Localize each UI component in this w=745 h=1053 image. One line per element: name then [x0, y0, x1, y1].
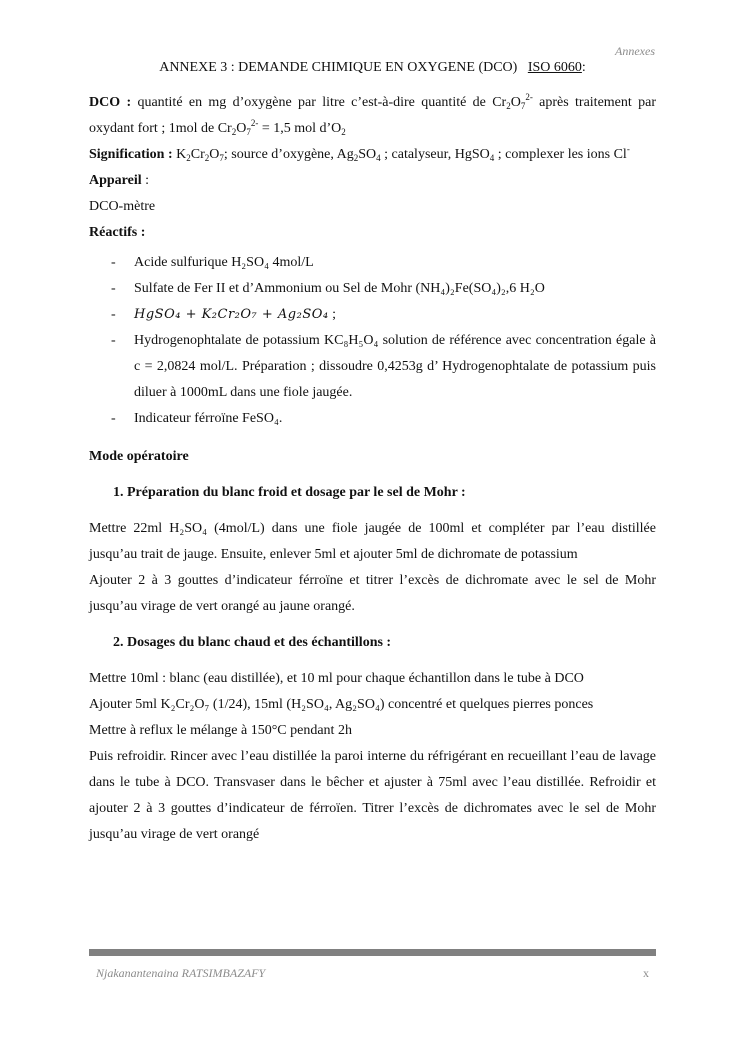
- dco-definition: DCO : quantité en mg d’oxygène par litre c’est-à-dire quantité de $Cr_2O_7^{2-}$ après traitement par oxydant fort ; 1mol de $Cr_2O_7^{2-} = 1,5$ mol $d’O_2$: [89, 92, 656, 137]
- appareil-heading: [89, 168, 656, 194]
- footer-divider: [89, 949, 656, 956]
- reactif-4: Hydrogenophtalate de potassium KC₈H₅O₄ solution de référence avec concentration égale à c = 2,0824 mol/L. Préparation ; dissoudre 0,4253g d’ Hydrogenophtalate de potassium puis diluer à 1000mL dans une fiole jaugée.: [134, 333, 656, 400]
- list-item: - Sulfate de Fer II et d’Ammonium ou Sel de Mohr (NH₄)₂Fe(SO₄)₂,6 H₂O: [111, 281, 545, 296]
- running-header: Annexes: [615, 44, 655, 58]
- appareil-value: DCO-mètre: [89, 199, 156, 214]
- dco-text-c: = 1,5 mol d’O: [258, 121, 342, 136]
- mode-label: Mode opératoire: [89, 449, 189, 464]
- list-item: - Indicateur férroïne FeSO₄.: [111, 411, 283, 426]
- signification-text-a: K: [172, 147, 187, 162]
- dco-text-b: après traitement par oxydant fort ; 1mol de Cr: [89, 95, 656, 136]
- title-main: ANNEXE 3 : DEMANDE CHIMIQUE EN OXYGENE (DCO): [159, 60, 518, 75]
- list-item: - Acide sulfurique H₂SO₄ 4mol/L: [111, 255, 314, 270]
- list-item: - Hydrogenophtalate de potassium KC₈H₅O₄ solution de référence avec concentration égale à c = 2,0824 mol/L. Préparation ; dissoudre 0,4253g d’ Hydrogenophtalate de potassium puis diluer à 1000mL dans une fiole jaugée.: [111, 333, 656, 400]
- reactif-3-suffix: ;: [328, 307, 336, 322]
- signification-text-b: ; source d’oxygène, Ag: [223, 147, 354, 162]
- reactifs-label: Réactifs :: [89, 225, 146, 240]
- step2-paragraph: Puis refroidir. Rincer avec l’eau distillée la paroi interne du réfrigérant en recueillant l’eau de lavage dans le tube à DCO. Transvaser dans le bêcher et ajuster à 75ml avec l’eau distillée. Refroidir et ajouter 2 à 3 gouttes d’indicateur de férroïen. Titrer l’excès de dichromates avec le sel de Mohr jusqu’au virage de vert orangé: [89, 749, 656, 842]
- reactif-5: Indicateur férroïne FeSO₄.: [134, 411, 283, 426]
- list-item: - HgSO₄ + K₂Cr₂O₇ + Ag₂SO₄ ;: [111, 307, 336, 322]
- mode-heading: [89, 444, 656, 470]
- reactif-2: Sulfate de Fer II et d’Ammonium ou Sel de Mohr (NH₄)₂Fe(SO₄)₂,6 H₂O: [134, 281, 545, 296]
- page-title: [0, 60, 745, 76]
- document-body: [89, 90, 656, 848]
- reactif-1: Acide sulfurique H₂SO₄ 4mol/L: [134, 255, 314, 270]
- reactifs-list: [89, 250, 656, 432]
- step1-title: 1. Préparation du blanc froid et dosage par le sel de Mohr :: [113, 485, 466, 500]
- signification-text-d: ; complexer les ions Cl: [494, 147, 627, 162]
- dco-text-a: quantité en mg d’oxygène par litre c’est-à-dire quantité de Cr: [131, 95, 507, 110]
- footer-author: Njakanantenaina RATSIMBAZAFY: [96, 966, 266, 980]
- step2-heading: [89, 630, 656, 656]
- signification-line: Signification : $K_2Cr_2O_7$; source d’oxygène, $Ag_2SO_4$ ; catalyseur, HgSO$_4$ ; complexer les ions Cl-: [89, 144, 630, 163]
- reactifs-heading: [89, 220, 656, 246]
- step1-paragraph-2: Ajouter 2 à 3 gouttes d’indicateur férroïne et titrer l’excès de dichromate avec le sel de Mohr jusqu’au virage de vert orangé au jaune orangé.: [89, 573, 656, 614]
- step1-paragraph: Mettre 22ml H₂SO₄ (4mol/L) dans une fiole jaugée de 100ml et compléter par l’eau distillée jusqu’au trait de jauge. Ensuite, enlever 5ml et ajouter 5ml de dichromate de potassium: [89, 521, 656, 562]
- dco-label: DCO :: [89, 95, 132, 110]
- reactif-3-formula: HgSO₄ + K₂Cr₂O₇ + Ag₂SO₄: [134, 307, 329, 322]
- title-iso: ISO 6060: [527, 60, 582, 75]
- page-number: x: [643, 966, 649, 980]
- step2-line-1: Mettre 10ml : blanc (eau distillée), et 10 ml pour chaque échantillon dans le tube à DCO: [89, 671, 584, 686]
- step1-heading: [89, 480, 656, 506]
- appareil-colon: :: [141, 173, 150, 188]
- step2-line-3: Mettre à reflux le mélange à 150°C pendant 2h: [89, 723, 352, 738]
- title-colon: :: [581, 60, 586, 75]
- appareil-label: Appareil: [89, 173, 142, 188]
- signification-text-c: ; catalyseur, HgSO: [380, 147, 490, 162]
- step2-title: 2. Dosages du blanc chaud et des échantillons :: [113, 635, 392, 650]
- step2-line-2: Ajouter 5ml K₂Cr₂O₇ (1/24), 15ml (H₂SO₄, Ag₂SO₄) concentré et quelques pierres ponces: [89, 697, 594, 712]
- signification-label: Signification :: [89, 147, 173, 162]
